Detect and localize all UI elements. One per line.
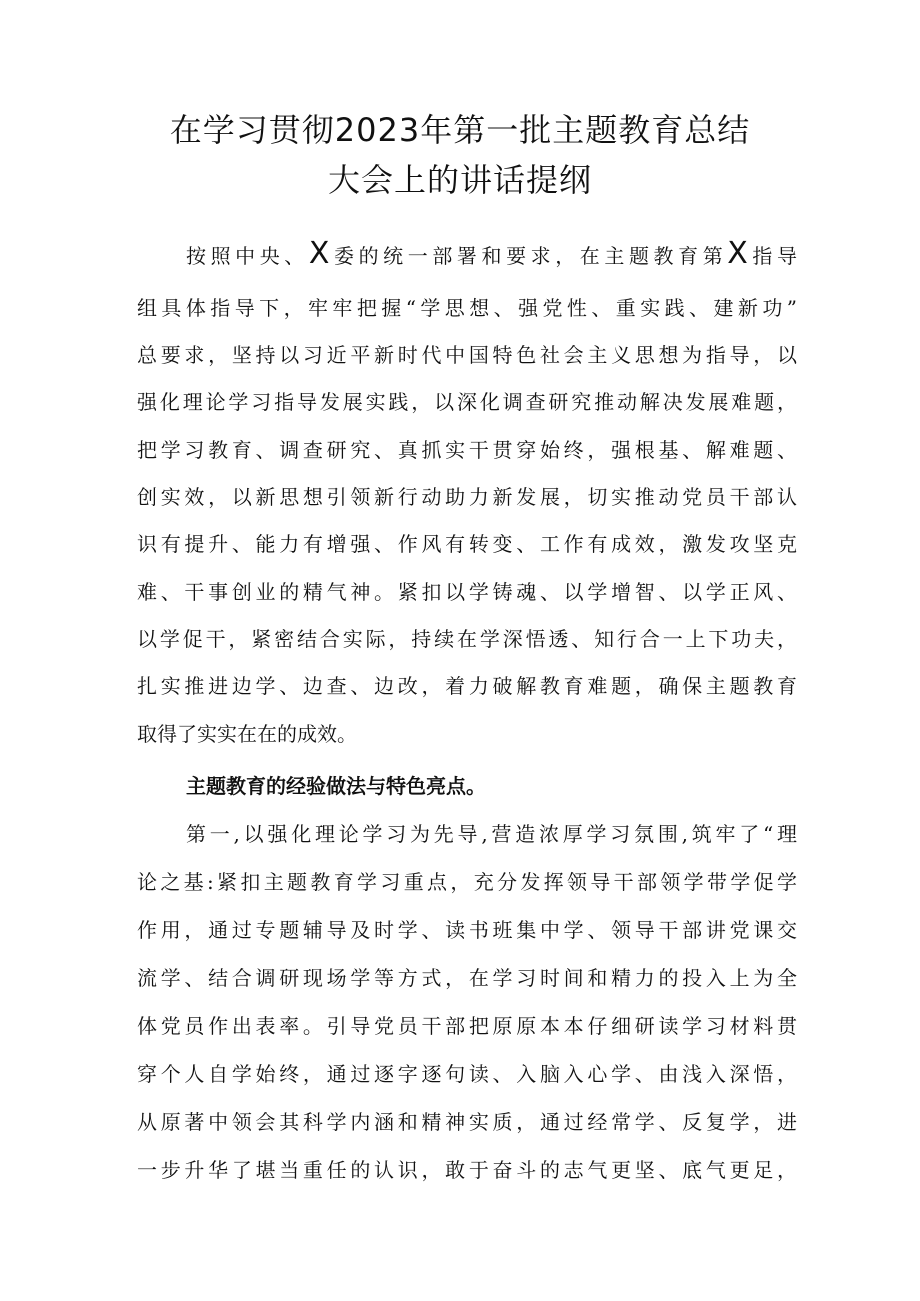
paragraph-1-line-7: 识有提升、能力有增强、作风有转变、工作有成效，激发攻坚克 [137, 532, 797, 556]
paragraph-1-line-1: 按照中央、X委的统一部署和要求，在主题教育第X指导 [186, 236, 797, 271]
document-title-line-1: 在学习贯彻2023年第一批主题教育总结 [169, 111, 751, 149]
paragraph-2-line-2: 论之基:紧扣主题教育学习重点，充分发挥领导干部领学带学促学 [137, 870, 797, 894]
paragraph-1-line-9: 以学促干，紧密结合实际，持续在学深悟透、知行合一上下功夫， [137, 627, 797, 651]
paragraph-1-line-11: 取得了实实在在的成效。 [137, 722, 357, 746]
section-heading: 主题教育的经验做法与特色亮点。 [186, 774, 486, 798]
paragraph-2-line-1: 第一,以强化理论学习为先导,营造浓厚学习氛围,筑牢了“理 [186, 822, 797, 846]
paragraph-2-line-5: 体党员作出表率。引导党员干部把原原本本仔细研读学习材料贯 [137, 1014, 797, 1038]
paragraph-2-line-7: 从原著中领会其科学内涵和精神实质，通过经常学、反复学，进 [137, 1110, 797, 1134]
paragraph-2-line-4: 流学、结合调研现场学等方式，在学习时间和精力的投入上为全 [137, 966, 797, 990]
paragraph-1-line-3: 总要求，坚持以习近平新时代中国特色社会主义思想为指导，以 [137, 343, 797, 367]
document-title-line-2: 大会上的讲话提纲 [327, 161, 592, 199]
paragraph-1-line-6: 创实效，以新思想引领新行动助力新发展，切实推动党员干部认 [137, 485, 797, 509]
paragraph-1-line-8: 难、干事创业的精气神。紧扣以学铸魂、以学增智、以学正风、 [137, 580, 797, 604]
paragraph-2-line-8: 一步升华了堪当重任的认识，敢于奋斗的志气更坚、底气更足， [137, 1158, 797, 1182]
paragraph-2-line-3: 作用，通过专题辅导及时学、读书班集中学、领导干部讲党课交 [137, 918, 797, 942]
paragraph-1-line-10: 扎实推进边学、边查、边改，着力破解教育难题，确保主题教育 [137, 674, 797, 698]
paragraph-2-line-6: 穿个人自学始终，通过逐字逐句读、入脑入心学、由浅入深悟， [137, 1062, 797, 1086]
paragraph-1-line-2: 组具体指导下，牢牢把握“学思想、强党性、重实践、建新功” [137, 296, 797, 320]
paragraph-1-line-5: 把学习教育、调查研究、真抓实干贯穿始终，强根基、解难题、 [137, 438, 797, 462]
paragraph-1-line-4: 强化理论学习指导发展实践，以深化调查研究推动解决发展难题， [137, 390, 797, 414]
